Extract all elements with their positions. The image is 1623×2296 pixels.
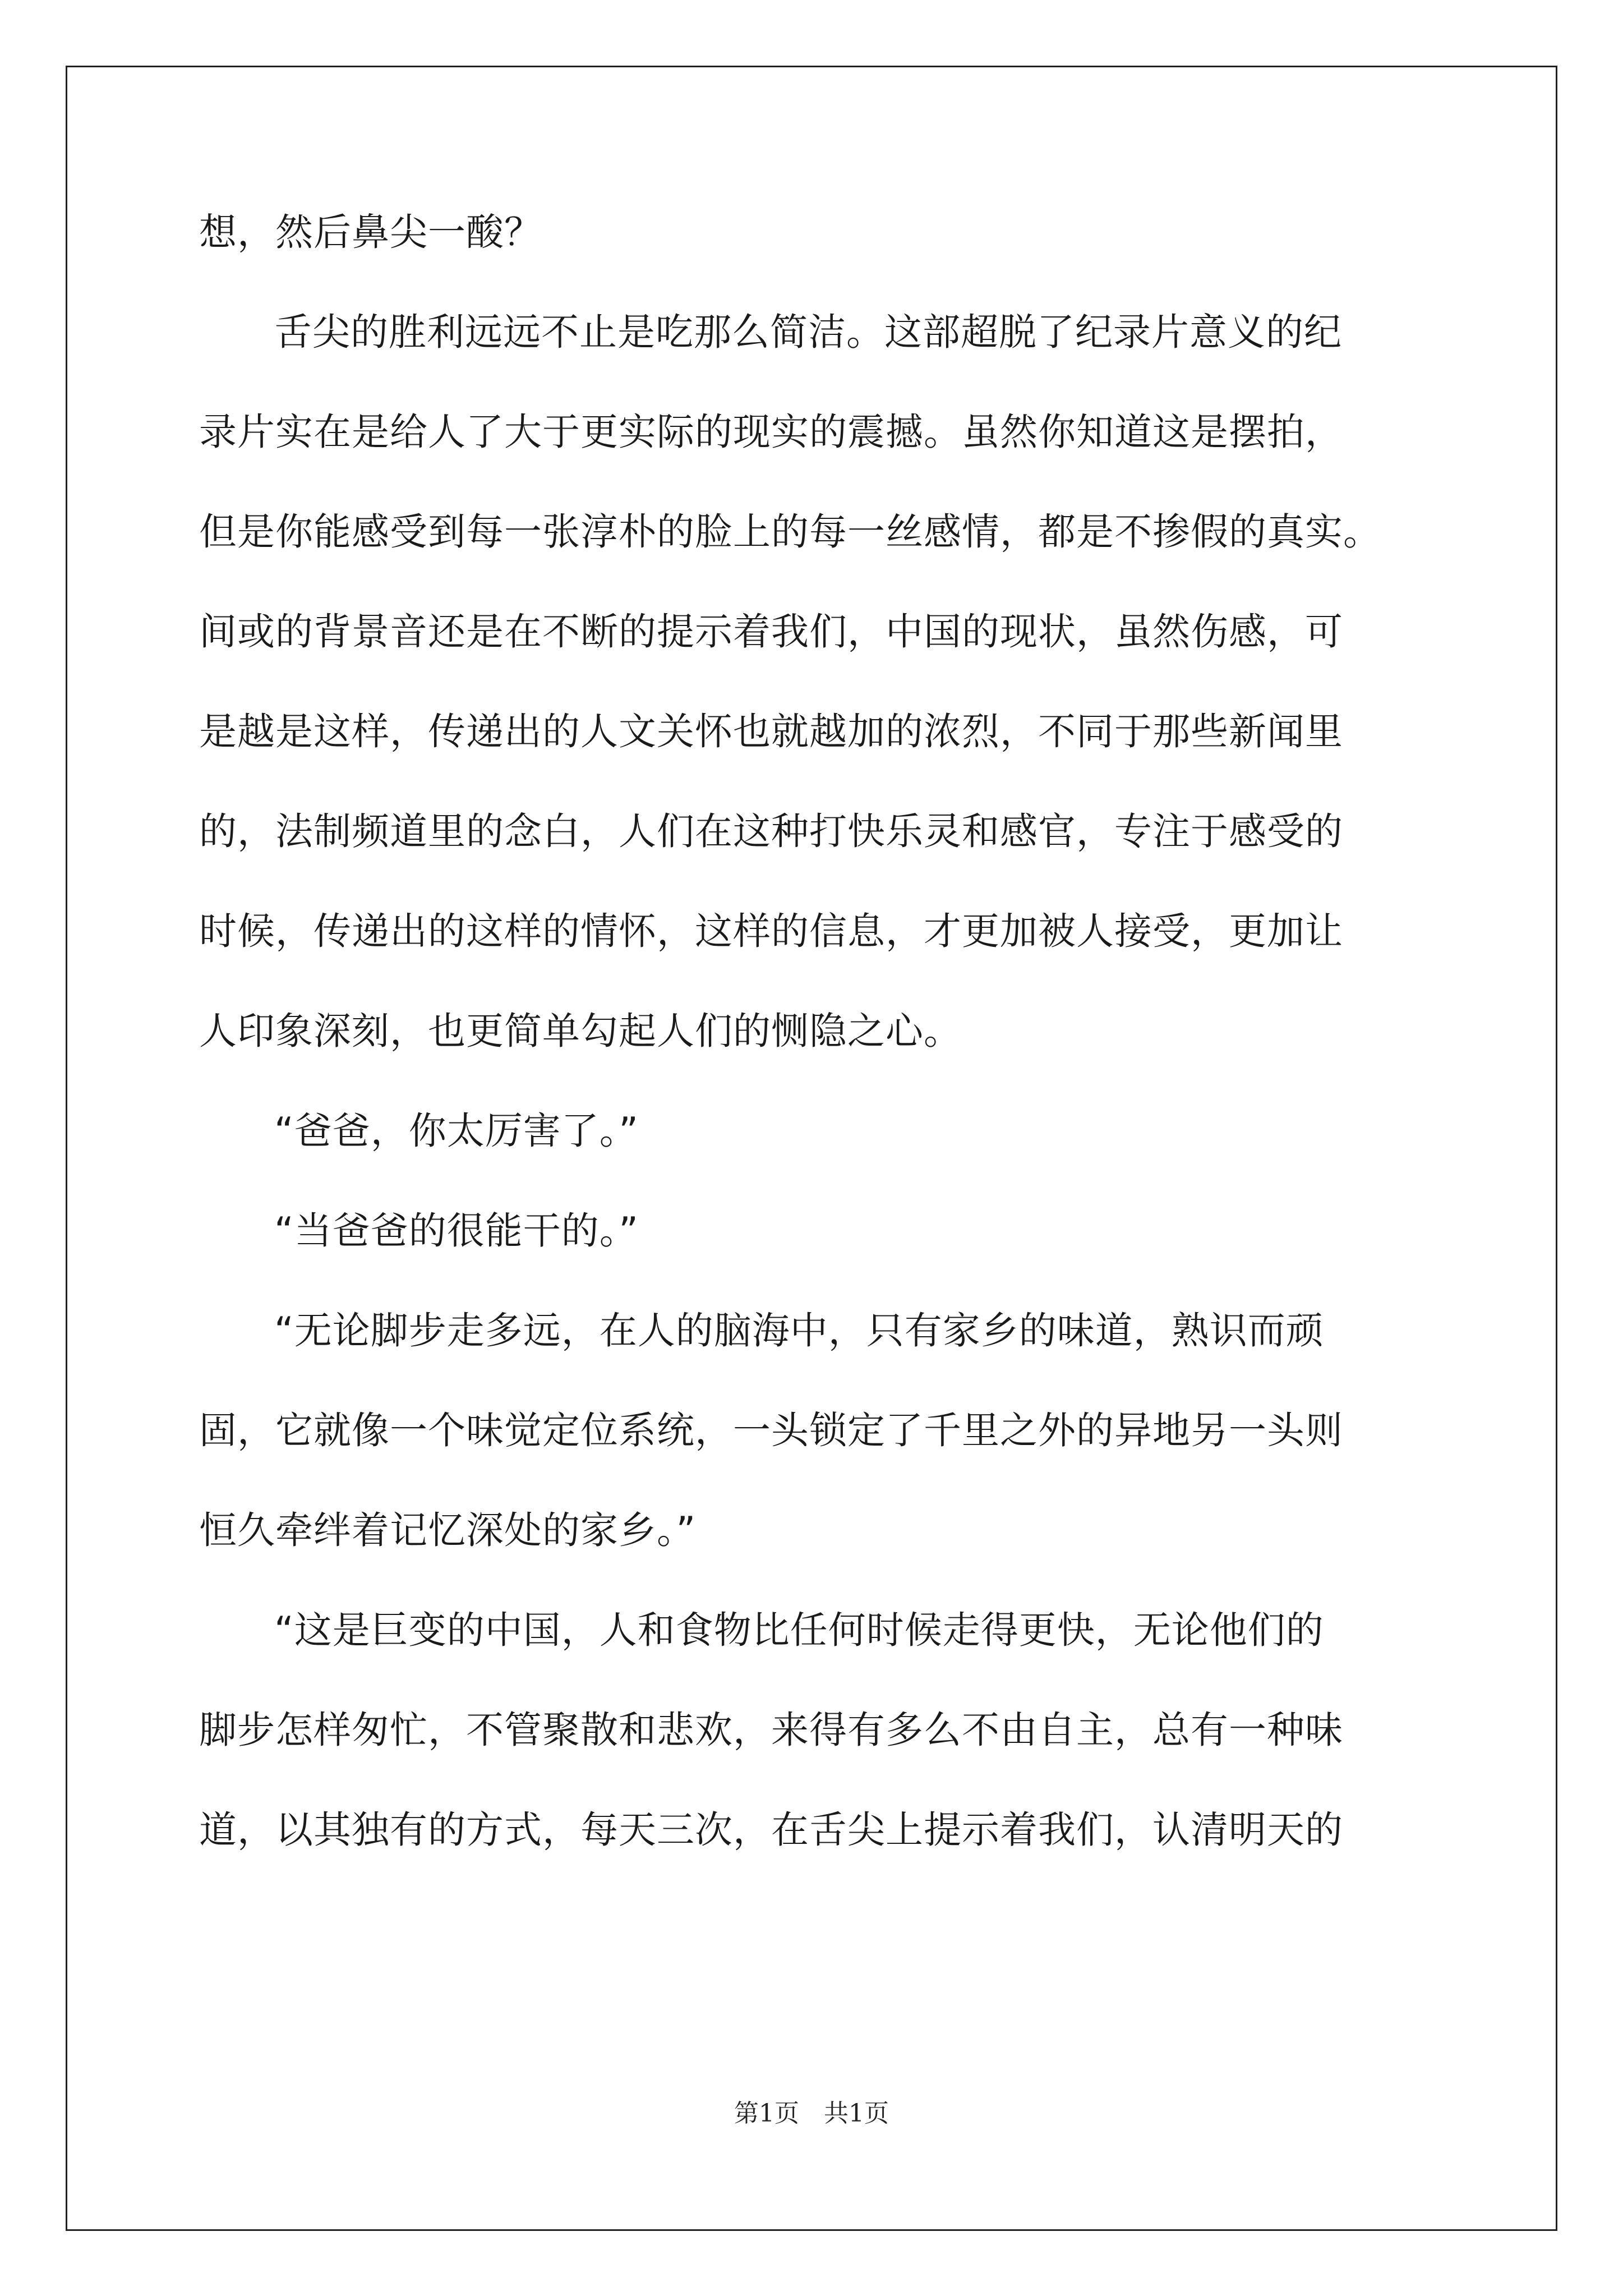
text-line: 恒久牵绊着记忆深处的家乡。” <box>199 1508 697 1552</box>
text-line: 脚步怎样匆忙，不管聚散和悲欢，来得有多么不由自主，总有一种味 <box>199 1708 1343 1752</box>
text-line: 固，它就像一个味觉定位系统，一头锁定了千里之外的异地另一头则 <box>199 1409 1343 1452</box>
text-line: 时候，传递出的这样的情怀，这样的信息，才更加被人接受，更加让 <box>199 909 1343 953</box>
page-number: 第1页 共1页 <box>734 2099 889 2128</box>
text-line: “当爸爸的很能干的。” <box>274 1209 639 1253</box>
text-line: 想，然后鼻尖一酸？ <box>199 210 542 254</box>
text-line: 的，法制频道里的念白，人们在这种打快乐灵和感官，专注于感受的 <box>199 809 1343 853</box>
text-line: 舌尖的胜利远远不止是吃那么简洁。这部超脱了纪录片意义的纪 <box>274 310 1342 354</box>
text-line: 人印象深刻，也更简单勾起人们的恻隐之心。 <box>199 1009 962 1053</box>
text-line: 道，以其独有的方式，每天三次，在舌尖上提示着我们，认清明天的 <box>199 1808 1343 1852</box>
text-line: “这是巨变的中国，人和食物比任何时候走得更快，无论他们的 <box>274 1608 1324 1652</box>
text-line: “无论脚步走多远，在人的脑海中，只有家乡的味道，熟识而顽 <box>274 1309 1324 1352</box>
text-line: 是越是这样，传递出的人文关怀也就越加的浓烈，不同于那些新闻里 <box>199 710 1343 753</box>
text-line: 但是你能感受到每一张淳朴的脸上的每一丝感情，都是不掺假的真实。 <box>199 510 1381 554</box>
text-line: 录片实在是给人了大于更实际的现实的震撼。虽然你知道这是摆拍， <box>199 410 1343 454</box>
text-line: 间或的背景音还是在不断的提示着我们，中国的现状，虽然伤感，可 <box>199 610 1343 654</box>
text-line: “爸爸，你太厉害了。” <box>274 1109 639 1153</box>
